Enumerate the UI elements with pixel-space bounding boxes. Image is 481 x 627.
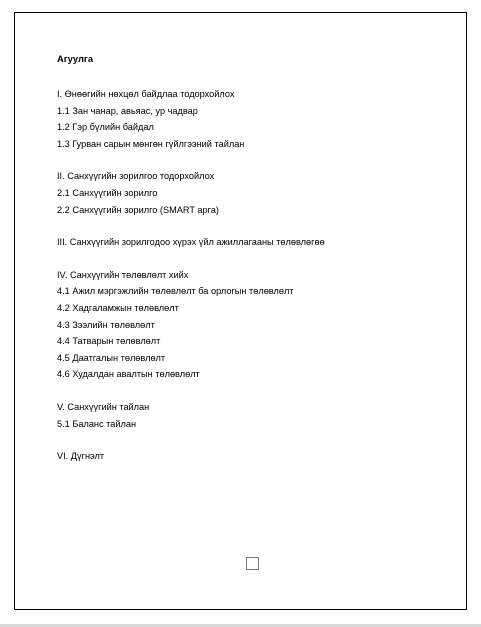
toc-item: 4.2 Хадгаламжын төлөвлөлт <box>57 302 179 313</box>
toc-item: 1.2 Гэр бүлийн байдал <box>57 122 154 133</box>
toc-item: 1.1 Зан чанар, авьяас, ур чадвар <box>57 105 198 116</box>
toc-title: Агуулга <box>57 53 94 64</box>
toc-item: 4.3 Зээлийн төлөвлөлт <box>57 319 155 330</box>
toc-item: 4.6 Худалдан авалтын төлөвлөлт <box>57 369 200 380</box>
toc-item: 2.1 Санхүүгийн зорилго <box>57 187 158 198</box>
toc-section-2 <box>57 168 446 218</box>
toc-section-5 <box>57 399 446 432</box>
toc-section-heading: VI. Дүгнэлт <box>57 451 105 462</box>
toc-section-4 <box>57 267 446 383</box>
toc-item: 2.2 Санхүүгийн зорилго (SMART арга) <box>57 204 219 215</box>
toc-section-heading: V. Санхүүгийн тайлан <box>57 401 150 412</box>
checkbox[interactable] <box>246 557 259 570</box>
toc-item: 4.4 Татварын төлөвлөлт <box>57 336 161 347</box>
document-page <box>14 12 467 610</box>
toc-section-1 <box>57 86 446 152</box>
toc-section-heading: IV. Санхүүгийн төлөвлөлт хийх <box>57 269 189 280</box>
toc-section-3 <box>57 234 446 251</box>
toc-item: 4.1 Ажил мэргэжлийн төлөвлөлт ба орлогын төлөвлөлт <box>57 286 294 297</box>
toc-item: 5.1 Баланс тайлан <box>57 418 137 429</box>
toc-section-6 <box>57 448 446 465</box>
toc-section-heading: I. Өнөөгийн нөхцөл байдлаа тодорхойлох <box>57 89 235 99</box>
toc-item: 4.5 Даатгалын төлөвлөлт <box>57 352 166 363</box>
toc-item: 1.3 Гурван сарын мөнгөн гүйлгээний тайлан <box>57 138 245 149</box>
table-of-contents <box>57 53 446 481</box>
toc-section-heading: II. Санхүүгийн зорилгоо тодорхойлох <box>57 171 215 182</box>
toc-section-heading: III. Санхүүгийн зорилгодоо хүрэх үйл ажиллагааны төлөвлөгөө <box>57 237 325 248</box>
